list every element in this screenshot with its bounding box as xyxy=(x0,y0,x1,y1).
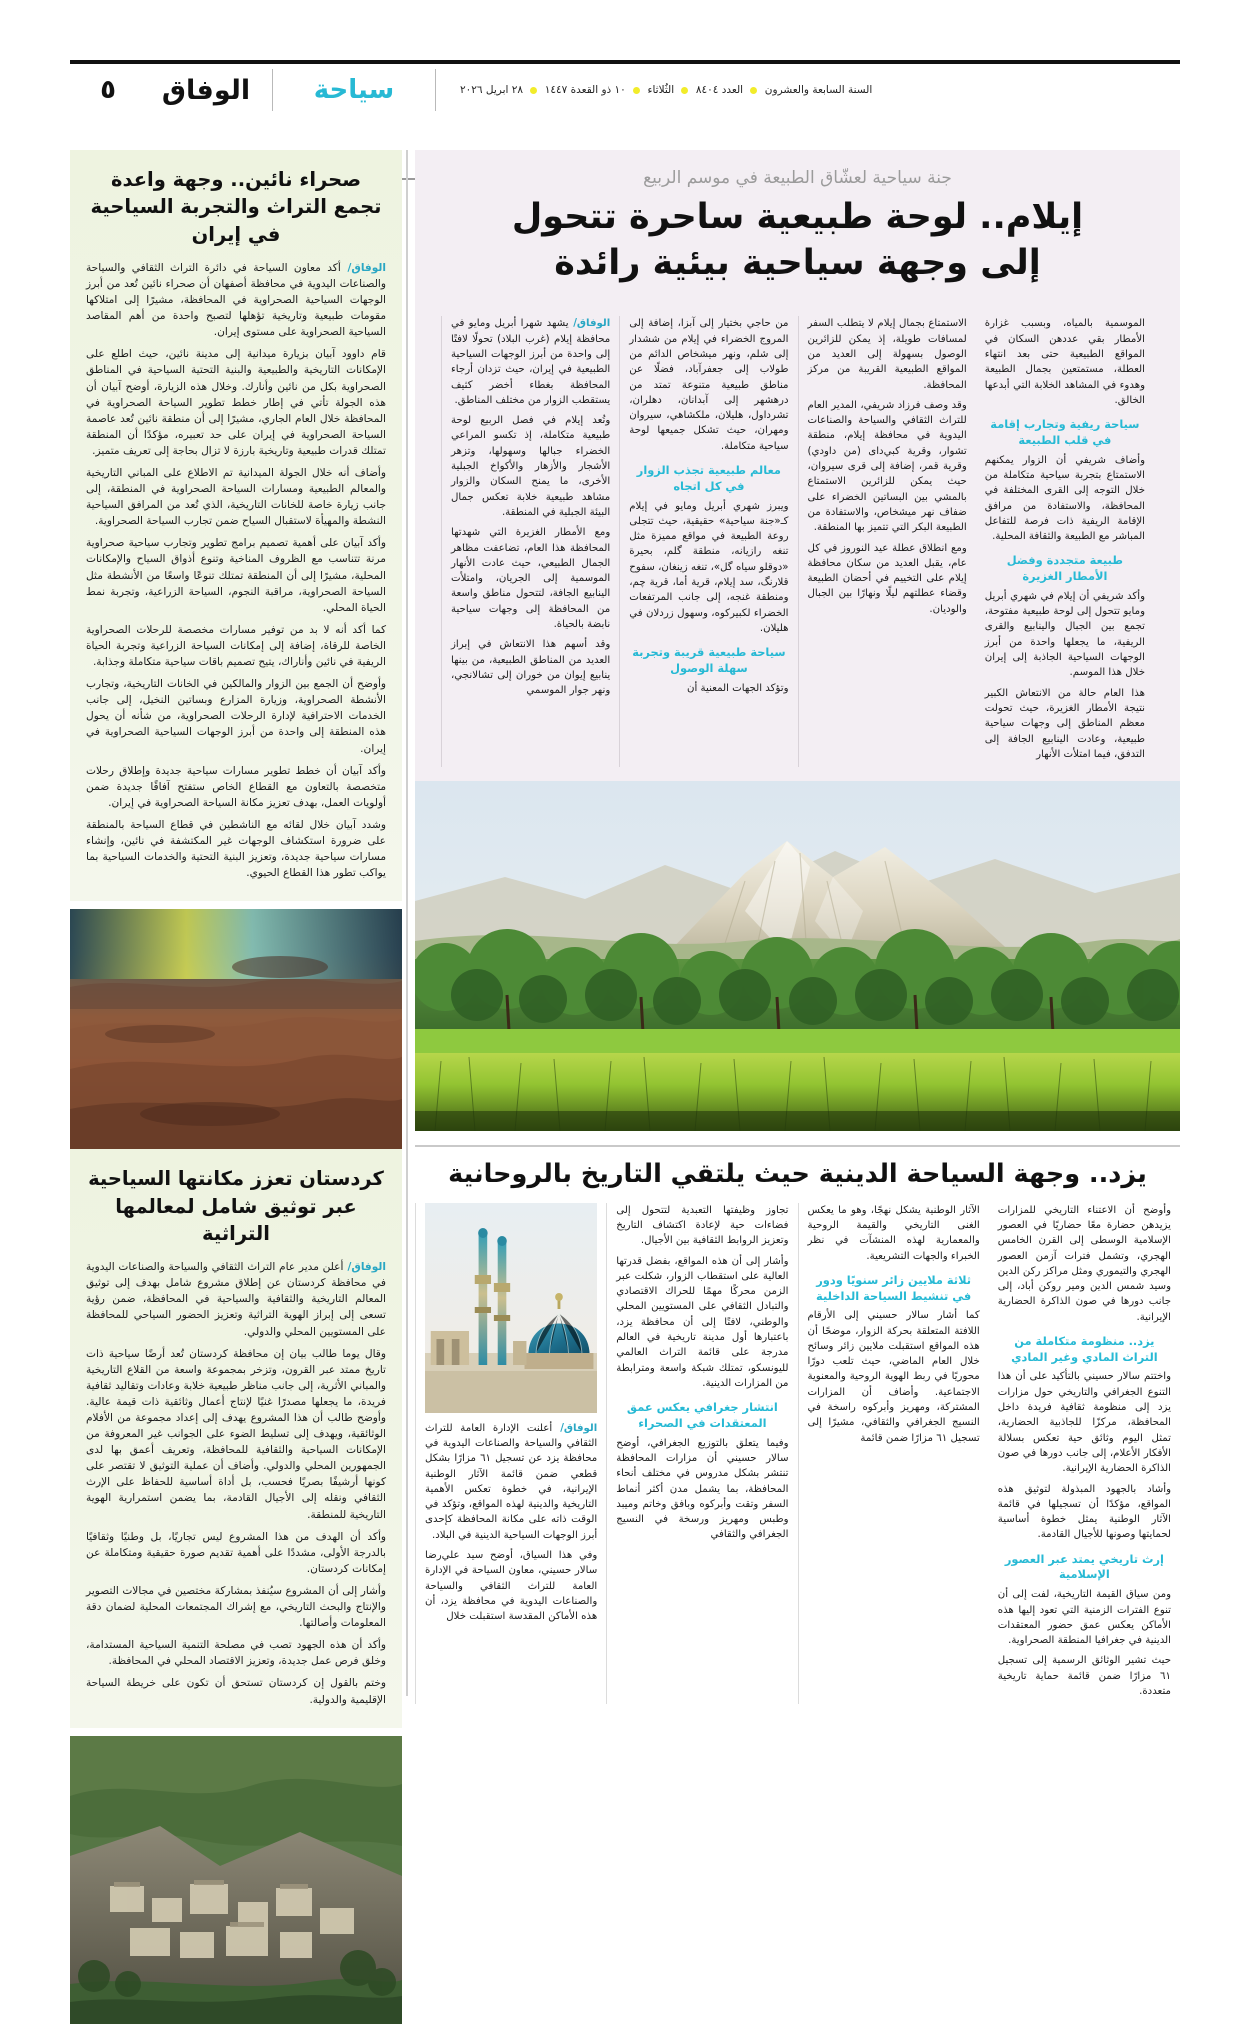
main-title-line2: إلى وجهة سياحية بيئية رائدة xyxy=(554,243,1041,284)
body-paragraph: وفي هذا السياق، أوضح سيد علي‌رضا سالار حسيني، معاون السياحة في الإدارة العامة للتراث الثقافي والسياحة والصناعات اليدوية في محافظة يزد، أن هذه الأماكن المقدسة استقبلت خلال xyxy=(425,1550,598,1623)
dateline-hijri: ١٠ ذو القعدة ١٤٤٧ xyxy=(544,84,626,96)
masthead-divider-2 xyxy=(435,69,436,111)
masthead xyxy=(70,60,1180,122)
yazd-article-columns xyxy=(415,1203,1180,1705)
yazd-column xyxy=(798,1203,989,1705)
yazd-top-rule xyxy=(415,1145,1180,1147)
section-title: سياحة xyxy=(313,75,395,105)
body-paragraph: هذا العام حالة من الانتعاش الكبير نتيجة الأمطار الغزيرة، حيث تحولت معظم المناطق إلى وجهات سياحية طبيعية، وعادت الينابيع الجافة إلى التدفق، فيما امتلأت الأنهار xyxy=(984,687,1145,760)
section-subheading: انتشار جغرافي يعكس عمق المعتقدات في الصحراء xyxy=(626,1400,778,1430)
yazd-mosque-image xyxy=(425,1203,597,1413)
article-column xyxy=(619,316,797,767)
main-article-title xyxy=(441,194,1154,286)
body-paragraph: من حاجي بختيار إلى آبزا، إضافة إلى المروج الخضراء في إيلام من ششدار إلى شلم، ونهر ميشخاص الدائم من طولاب إلى جعفرآباد، فضلًا عن مناطق طبيعية متنوعة تمتد من درهشهر إلى آبدانان، دهلران، تشرداول، هليلان، ملكشاهي، سيروان ومهران، حيث تشكل جميعها لوحة سياحية متكاملة. xyxy=(629,318,789,452)
main-article-kicker: جنة سياحية لعشّاق الطبيعة في موسم الربيع xyxy=(643,168,952,188)
body-paragraph: ومن سياق القيمة التاريخية، لفت إلى أن تنوع الفترات الزمنية التي تعود إليها هذه الأماكن يعكس عمق حضور المعتقدات الدينية في جغرافيا المنطقة الصحراوية. xyxy=(997,1589,1171,1647)
body-paragraph: وشدد آبيان خلال لقائه مع الناشطين في قطاع السياحة بالمنطقة على ضرورة استكشاف الوجهات غير المكتشفة في نائين، وإنشاء مسارات سياحية جديدة، وتعزيز البنية التحتية والخدمات السياحية بما يواكب تطور هذا القطاع الحيوي. xyxy=(86,818,386,880)
yazd-article-title: يزد.. وجهة السياحة الدينية حيث يلتقي التاريخ بالروحانية xyxy=(448,1158,1147,1189)
body-paragraph: وأضاف أنه خلال الجولة الميدانية تم الاطلاع على المباني التاريخية والمعالم الطبيعية ومسارات السياحة الصحراوية في المنطقة، إلى جانب زيارة خاصة للخانات التاريخية، الذي تُعد من المرافق السياحية النشطة والمهيأة لاستقبال السياح ضمن تجارب السياحة الصحراوية. xyxy=(86,467,386,528)
article-column xyxy=(976,316,1154,767)
body-paragraph: وأشار إلى أن هذه المواقع، بفضل قدرتها العالية على استقطاب الزوار، شكلت عبر الزمن محركًا مهمًا للحراك الاقتصادي والتبادل الثقافي على المستويين المحلي والوطني، لافتًا إلى أن محافظة يزد، باعتبارها أول مدينة تاريخية في العالم مدرجة على قائمة التراث العالمي لليونسكو، تمتلك شبكة واسعة ومترابطة من المزارات الدينية. xyxy=(616,1255,789,1389)
body-paragraph: وأكد أن الهدف من هذا المشروع ليس تجاريًا، بل وطنيًا وثقافيًا بالدرجة الأولى، مشددًا على أهمية تقديم صورة حقيقية ومتكاملة عن إمكانات كردستان. xyxy=(86,1530,386,1575)
bullet-dot-icon xyxy=(750,87,757,94)
main-content-column xyxy=(415,150,1180,1704)
article-kurdistan-title: كردستان تعزز مكانتها السياحية عبر توثيق شامل لمعالمها التراثية xyxy=(88,1167,384,1245)
body-paragraph: وقد وصف فرزاد شريفي، المدير العام للتراث الثقافي والسياحة والصناعات اليدوية في محافظة إيلام، منطقة تشوار، وقرية كبي‌دای (من داودي) وقرية قمر، إضافة إلى قرى سيروان، حيث يمكن للزائرين الاستمتاع بالمشي بين البساتين الخضراء على ضفاف نهر ميشخاص، والاستفادة من الطبيعة البكر التي تتميز بها المنطقة. xyxy=(807,399,967,534)
body-paragraph: وأضاف شريفي أن الزوار يمكنهم الاستمتاع بتجربة سياحية متكاملة من خلال التوجه إلى القرى المختلفة في المحافظة، والاستفادة من مرافق الإقامة الريفية ذات فرصة للتفاعل المباشر مع الطبيعة والثقافة المحلية. xyxy=(984,454,1145,543)
body-paragraph: الوفاق/ أعلنت الإدارة العامة للتراث الثقافي والسياحة والصناعات اليدوية في محافظة يزد عن تسجيل ٦١ مزارًا بشكل قطعي ضمن قائمة الآثار الوطنية الإيرانية، في خطوة تعكس الأهمية التاريخية والدينية لهذه المواقع، وتؤكد في الوقت ذاته على مكانة المحافظة كإحدى أبرز الوجهات السياحية الدينية في البلاد. xyxy=(425,1422,598,1541)
ilam-landscape-image xyxy=(415,781,1180,1131)
body-paragraph: ومع الأمطار الغزيرة التي شهدتها المحافظة هذا العام، تضاعفت مظاهر الجمال الطبيعي، حيث عادت الأنهار الموسمية إلى الجريان، وامتلأت الينابيع الجافة، لتتحول مناطق واسعة من المحافظة إلى وجهات سياحية نابضة بالحياة. xyxy=(451,527,611,631)
section-subheading: طبيعة متجددة وفضل الأمطار الغزيرة xyxy=(1006,553,1124,584)
body-paragraph: الاستمتاع بجمال إيلام لا يتطلب السفر لمسافات طويلة، إذ يمكن للزائرين الوصول بسهولة إلى العديد من المواقع الطبيعية القريبة من مركز المحافظة. xyxy=(807,318,967,391)
dateline-year: السنة السابعة والعشرون xyxy=(764,84,873,96)
page-number: ٥ xyxy=(100,75,116,105)
kurdistan-village-image xyxy=(70,1736,402,2024)
article-column xyxy=(441,316,619,767)
source-tag: الوفاق/ xyxy=(340,261,386,274)
bullet-dot-icon xyxy=(681,87,688,94)
body-paragraph: كما أكد أنه لا بد من توفير مسارات مخصصة للرحلات الصحراوية الخاصة للرقاة، إضافة إلى إمكانات السياحة الزراعية وتجربة الحياة الريفية في نائين وأناراك، يتيح تصميم باقات سياحية متكاملة وجذابة. xyxy=(86,623,386,669)
body-paragraph: وأكد شريفي أن إيلام في شهري أبريل ومايو تتحول إلى لوحة طبيعية مفتوحة، تجمع بين الجبال والينابيع والقرى الريفية، ما يجعلها واحدة من أبرز الوجهات السياحية الجاذبة إلى إيران خلال هذا الموسم. xyxy=(984,590,1145,679)
dateline xyxy=(442,84,1180,96)
brand-logo: الوفاق xyxy=(161,74,251,106)
body-paragraph: الوفاق/ يشهد شهرا أبريل ومايو في محافظة إيلام (غرب البلاد) تحولًا لافتًا إلى واحدة من أبرز الوجهات السياحية الطبيعية في إيران، حيث تزدان أرجاء المحافظة بغطاء أخضر كثيف يستقطب الزوار من مختلف المناطق. xyxy=(451,318,611,406)
body-paragraph: ويبرز شهري أبريل ومايو في إيلام كـ«جنة سياحية» حقيقية، حيث تتجلى روعة الطبيعة في مواقع مميزة مثل تنغه رازيانه، منطقة گلم، بحيرة «دوقلو سياه گل»، تنغه زينغان، سفوح قلارنگ، سد إيلام، قرية أما، قرية چم، ومنطقة غنجه، إلى جانب المرتفعات الخضراء لكبيركوه، وسهول زردلان في هليلان. xyxy=(629,500,789,634)
body-paragraph: وتُعد إيلام في فصل الربيع لوحة طبيعية متكاملة، إذ تكسو المراعي الخضراء جبالها وسهولها، وتزهر الأشجار والأزهار والأكواخ الجبلية الأخرى، ما يمنح السكان والزوار مشاهد طبيعية خلابة تعكس جمال البيئة الجبلية في المنطقة. xyxy=(451,415,611,518)
section-subheading: يزد.. منظومة متكاملة من التراث المادي وغير المادي xyxy=(1011,1334,1158,1364)
dateline-gregorian: ٢٨ ابريل ٢٠٢٦ xyxy=(460,84,524,96)
main-article-header xyxy=(415,150,1180,308)
body-paragraph: وأشار إلى أن المشروع سيُنفذ بمشاركة مختصين في مجالات التصوير والإنتاج والبحث التاريخي، مع إشراك المجتمعات المحلية لضمان دقة المعلومات وأصالتها. xyxy=(86,1584,386,1630)
article-column xyxy=(798,316,976,767)
body-paragraph: الآثار الوطنية يشكل نهجًا، وهو ما يعكس الغنى التاريخي والقيمة الروحية والمعمارية لهذه المنشآت في نظر الخبراء والجهات التشريعية. xyxy=(807,1204,980,1262)
column-separator xyxy=(406,150,408,1696)
yazd-column xyxy=(415,1203,606,1705)
body-paragraph: تجاوز وظيفتها التعبدية لتتحول إلى فضاءات حية لإعادة اكتشاف التاريخ وتعزيز الروابط الثقافية بين الأجيال. xyxy=(616,1204,789,1247)
masthead-divider xyxy=(272,69,273,111)
bullet-dot-icon xyxy=(530,87,537,94)
yazd-column xyxy=(606,1203,797,1705)
body-paragraph: واختتم سالار حسيني بالتأكيد على أن هذا التنوع الجغرافي والتاريخي حول مزارات يزد إلى منظومة ثقافية فريدة داخل المحافظة، مركزًا للجاذبية الحضارية، تمثل اليوم وثائق حية تعكس بسلالة الأفكار الأعلام، إلى جانب دورها في صون الذاكرة الحضارية الإيرانية. xyxy=(997,1371,1171,1475)
body-paragraph: كما أشار سالار حسيني إلى الأرقام اللافتة المتعلقة بحركة الزوار، موضحًا أن هذه المواقع استقبلت ملايين زائر وسائح خلال العام الماضي، حيث تلعب دورًا محوريًا في ربط الهوية الروحية والمعنوية الاجتماعية. وأضاف أن المزارات المشتركة، ومهريز وأبركوه راسخة في النسيج الجغرافي والثقافي، مشيرًا إلى تسجيل ٦١ مزارًا ضمن قائمة xyxy=(807,1310,980,1444)
body-paragraph: وأكد أن هذه الجهود تصب في مصلحة التنمية السياحية المستدامة، وخلق فرص عمل جديدة، وتعزيز الاقتصاد المحلي في المحافظة. xyxy=(86,1639,386,1668)
body-paragraph: حيث تشير الوثائق الرسمية إلى تسجيل ٦١ مزارًا ضمن قائمة حماية تاريخية متعددة. xyxy=(997,1655,1171,1697)
desert-dunes-image xyxy=(70,909,402,1149)
article-naein-body xyxy=(86,260,386,881)
body-paragraph: الموسمية بالمياه، وبسبب غزارة الأمطار بقي عددهن السكان في المواقع الطبيعية حتى بعد انتهاء العطلة، مستمتعين بجمال الطبيعة وهدوء في المشاهد الخلابة التي أبدعها الخالق. xyxy=(984,318,1145,406)
body-paragraph: وأكد آبيان أن خطط تطوير مسارات سياحية جديدة وإطلاق رحلات متخصصة بالتعاون مع القطاع الخاص ستفتح آفاقًا جديدة ضمن أولويات العمل، بهدف تعزيز مكانة السياحة الصحراوية في إيران. xyxy=(86,764,386,809)
body-paragraph: قام داوود آبيان بزيارة ميدانية إلى مدينة نائين، حيث اطلع على الإمكانات التاريخية والطبيعية والبنية التحتية السياحية في المناطق الصحراوية بكل من نائين وأنارك. وخلال هذه الزيارة، أوضح آبيان أن هذه الجولة تأتي في إطار خطط تطوير السياحة الصحراوية في المحافظة خلال العام الجاري، مشيرًا إلى أن منطقة نائين تُعد عاصمة السياحة الصحراوية في إيران على حد تعبيره، مؤكدًا أن المنطقة تمتلك قدرات طبيعية وتاريخية بارزة لا تزال بحاجة إلى تعريف متميز. xyxy=(86,348,386,457)
body-paragraph: وأوضح أن الجمع بين الزوار والمالكين في الخانات التاريخية، وتجارب الأنشطة الصحراوية، وزيارة المزارع وبساتين النخيل، إلى جانب الخدمات الاحترافية لإدارة الرحلات الصحراوية، من شأنه أن يحول هذه المنطقة إلى واحدة من أبرز الوجهات السياحية الصحراوية في إيران. xyxy=(86,678,386,755)
main-article-columns xyxy=(415,308,1180,781)
article-kurdistan-body xyxy=(86,1259,386,1707)
article-naein-desert xyxy=(70,150,402,901)
body-paragraph: وقد أسهم هذا الانتعاش في إبراز العديد من المناطق الطبيعية، من بينها ينابيع إيوان من خوران إلى تشالانجي، ونهر جوار الموسمي xyxy=(451,639,611,697)
yazd-article xyxy=(415,1145,1180,1704)
section-subheading: معالم طبيعية تجذب الزوار في كل اتجاه xyxy=(636,463,781,493)
article-kurdistan xyxy=(70,1149,402,1727)
body-paragraph: الوفاق/ أكد معاون السياحة في دائرة التراث الثقافي والسياحة والصناعات اليدوية في محافظة أصفهان أن صحراء نائين تُعد من أبرز الوجهات السياحية الصحراوية في المحافظة، مشيرًا إلى امتلاكها مقومات طبيعية وتاريخية تؤهلها لتصبح واحدة من أهم المقاصد السياحية الصحراوية على مستوى إيران. xyxy=(86,261,386,339)
section-subheading: سياحة ريفية وتجارب إقامة في قلب الطبيعة xyxy=(990,417,1140,447)
source-tag: الوفاق/ xyxy=(552,1422,598,1434)
dateline-weekday: الثُلاثاء xyxy=(647,84,675,96)
yazd-column xyxy=(989,1203,1180,1705)
main-title-line1: إيلام.. لوحة طبيعية ساحرة تتحول xyxy=(511,197,1084,237)
dateline-issue: العدد ٨٤٠٤ xyxy=(695,84,744,96)
body-paragraph: وأكد آبيان على أهمية تصميم برامج تطوير وتجارب سياحية صحراوية مرنة تتناسب مع الظروف المناخية وتنوع أذواق السياح والإمكانات المحلية، مشيرًا إلى أن المنطقة تمتلك تنوعًا واسعًا من الأنشطة مثل السياحة الصحراوية، مراقبة النجوم، السياحة الزراعية، وتجربة نمط الحياة المحلي. xyxy=(86,537,386,614)
section-subheading: ثلاثة ملايين زائر سنويًا ودور في تنشيط السياحة الداخلية xyxy=(816,1272,972,1303)
source-tag: الوفاق/ xyxy=(343,1261,386,1274)
bullet-dot-icon xyxy=(633,87,640,94)
article-naein-title: صحراء نائين.. وجهة واعدة تجمع التراث والتجربة السياحية في إيران xyxy=(90,168,382,246)
body-paragraph: وفيما يتعلق بالتوزيع الجغرافي، أوضح سالار حسيني أن مزارات المحافظة تنتشر بشكل مدروس في مختلف أنحاء المحافظة، بما يشمل مدن أكثر أنماط السفر وتقت وأبركوه وبافق وخاتم وميبد وطبس ومهريز ورسخة في النسيج الجغرافي والثقافي xyxy=(616,1437,789,1541)
body-paragraph: وختم بالقول إن كردستان تستحق أن تكون على خريطة السياحة الإقليمية والدولية. xyxy=(86,1677,386,1706)
left-sidebar-column xyxy=(70,150,402,2024)
body-paragraph: ومع انطلاق عطلة عيد النوروز في كل عام، يقبل العديد من سكان محافظة إيلام على التخييم في أحضان الطبيعة وقضاء عطلتهم ليلًا ونهارًا بين الجبال والوديان. xyxy=(807,542,967,615)
body-paragraph: الوفاق/ أعلن مدير عام التراث الثقافي والسياحة والصناعات اليدوية في محافظة كردستان عن إطلاق مشروع شامل بهدف إلى توثيق المعالم التاريخية والثقافية والسياحية في المحافظة، ضمن رؤية تسعى إلى إبراز الهوية التراثية وتعزيز الحضور السياحي للمحافظة على المستويين المحلي والدولي. xyxy=(86,1261,386,1338)
section-subheading: إرث تاريخي يمتد عبر العصور الإسلامية xyxy=(1004,1551,1164,1582)
body-paragraph: وأشاد بالجهود المبذولة لتوثيق هذه المواقع، مؤكدًا أن تسجيلها في قائمة الآثار الوطنية يمثل خطوة أساسية لحمايتها وصونها للأجيال القادمة. xyxy=(997,1483,1171,1541)
body-paragraph: وأوضح أن الاعتناء التاريخي للمزارات يزيدهن حضارة معًا حضاريًا في العصور الإسلامية الوسطى إلى القرن الخامس الهجري، وتشمل فترات آزمن العصور الهجري والتيموري ومثل مراكز ركن الدين وسيد شمس الدين ومير روكن أباد، إلى جانب دورها في صون الذاكرة الحضارية الإيرانية. xyxy=(997,1204,1171,1323)
body-paragraph: وتؤكد الجهات المعنية أن xyxy=(687,682,789,694)
section-subheading: سياحة طبيعية قريبة وتجربة سهلة الوصول xyxy=(632,645,786,675)
body-paragraph: وقال يوما طالب بيان إن محافظة كردستان تُعد أرضًا سياحية ذات تاريخ ممتد عبر القرون، وتزخر بمجموعة واسعة من القلاع التاريخية والمباني الأثرية، إلى جانب مناظر طبيعية خلابة وعادات وتقاليد ثقافية فريدة، ما يجعلها مصدرًا غنيًا لإنتاج أعمال وثائقية ذات قيمة عالية. وأوضح طالب أن هذا المشروع يهدف إلى إعداد مجموعة من الأفلام الوثائقية، ويهدف إلى تسليط الضوء على الجوانب غير المعروفة من الإمكانات السياحية والثقافية للمحافظة، وتعريف أعمق بها لدى الجمهورين المحلي والدولي. وأضاف أن عملية التوثيق لا تقتصر على كونها أرشيفًا بصريًا فحسب، بل أداة أساسية للحفاظ على الإرث الثقافي ونقله إلى الأجيال القادمة، بما يضمن استمرارية الهوية التاريخية للمنطقة. xyxy=(86,1347,386,1521)
source-tag: الوفاق/ xyxy=(568,318,611,330)
